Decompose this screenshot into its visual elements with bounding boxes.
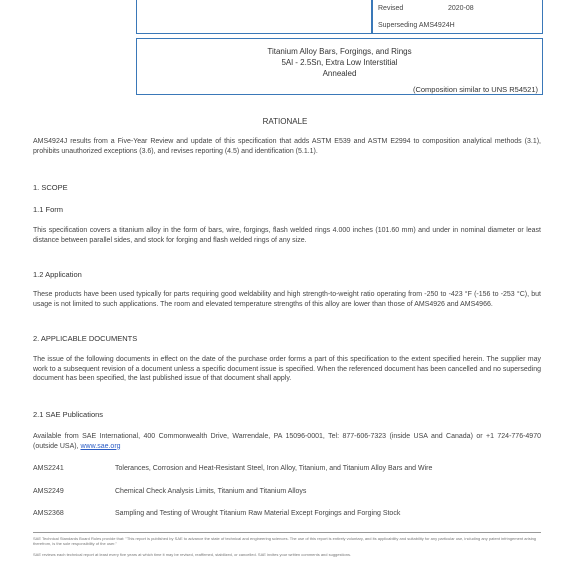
rationale-heading: RATIONALE xyxy=(262,117,308,126)
composition-note: (Composition similar to UNS R54521) xyxy=(412,85,538,94)
reference-code: AMS2249 xyxy=(33,488,64,495)
title-line-3: Annealed xyxy=(322,69,357,78)
section-1-2-text: These products have been used typically for parts requiring good weldability and high strength-to-weight ratio operating from -250 to -423 °F (-156 to -253 °C), but usage is not limited to such applications. The room and elevated temperature strengths of this alloy are lower than those of AMS4926 and AMS4966. xyxy=(33,291,541,308)
sae-website-link[interactable]: www.sae.org xyxy=(80,442,121,450)
header-box xyxy=(136,0,543,34)
sae-address: Available from SAE International, 400 Commonwealth Drive, Warrendale, PA 15096-0001, Tel: 877-606-7323 (inside USA and Canada) or +1 724-776-4970 (outside USA), xyxy=(33,433,541,450)
section-2-text: The issue of the following documents in effect on the date of the purchase order forms a part of this specification to the extent specified herein. The supplier may work to a subsequent revision of a document unless a specific document issue is specified. When the referenced document has been cancelled and no superseding document has been specified, the last published issue of that document shall apply. xyxy=(33,356,541,382)
title-line-1: Titanium Alloy Bars, Forgings, and Rings xyxy=(267,47,412,56)
section-2-1-heading: 2.1 SAE Publications xyxy=(33,410,104,419)
section-1-1-text: This specification covers a titanium alloy in the form of bars, wire, forgings, flash welded rings 4.000 inches (101.60 mm) and under in nominal diameter or least distance between parallel sides, and stock for forging and flash welded rings of any size. xyxy=(33,227,541,244)
header-divider xyxy=(371,0,373,34)
reference-title: Tolerances, Corrosion and Heat-Resistant Steel, Iron Alloy, Titanium, and Titanium Alloy Bars and Wire xyxy=(115,465,433,472)
section-2-heading: 2. APPLICABLE DOCUMENTS xyxy=(33,334,138,343)
footer-rule xyxy=(33,532,541,533)
reference-title: Chemical Check Analysis Limits, Titanium and Titanium Alloys xyxy=(115,488,307,495)
reference-code: AMS2368 xyxy=(33,510,64,517)
title-line-2: 5Al - 2.5Sn, Extra Low Interstitial xyxy=(281,58,398,67)
reference-code: AMS2241 xyxy=(33,465,64,472)
section-1-2-heading: 1.2 Application xyxy=(33,270,82,279)
revised-label: Revised xyxy=(378,5,404,12)
footer-line-1: SAE Technical Standards Board Rules provide that: "This report is published by SAE to advance the state of technical and engineering sciences. The use of this report is entirely voluntary, and its applicability and suitability for any particular use, including any patent infringement arising therefrom, is the sole responsibility of the user." xyxy=(33,536,537,546)
rationale-text: AMS4924J results from a Five-Year Review and update of this specification that adds ASTM E539 and ASTM E2994 to composition analytical methods (3.1), prohibits unauthorized exceptions (3.6), and revises reporting (4.5) and identification (5.1.1). xyxy=(33,138,541,155)
section-1-heading: 1. SCOPE xyxy=(33,183,68,192)
revised-value: 2020-08 xyxy=(448,5,474,12)
title-box xyxy=(136,38,543,95)
reference-title: Sampling and Testing of Wrought Titanium Raw Material Except Forgings and Forging Stock xyxy=(115,510,401,517)
superseding-text: Superseding AMS4924H xyxy=(378,22,455,29)
section-2-1-text xyxy=(33,432,541,451)
footer-line-2: SAE reviews each technical report at least every five years at which time it may be revised, reaffirmed, stabilized, or cancelled. SAE invites your written comments and suggestions. xyxy=(33,552,352,557)
section-1-1-heading: 1.1 Form xyxy=(33,205,64,214)
